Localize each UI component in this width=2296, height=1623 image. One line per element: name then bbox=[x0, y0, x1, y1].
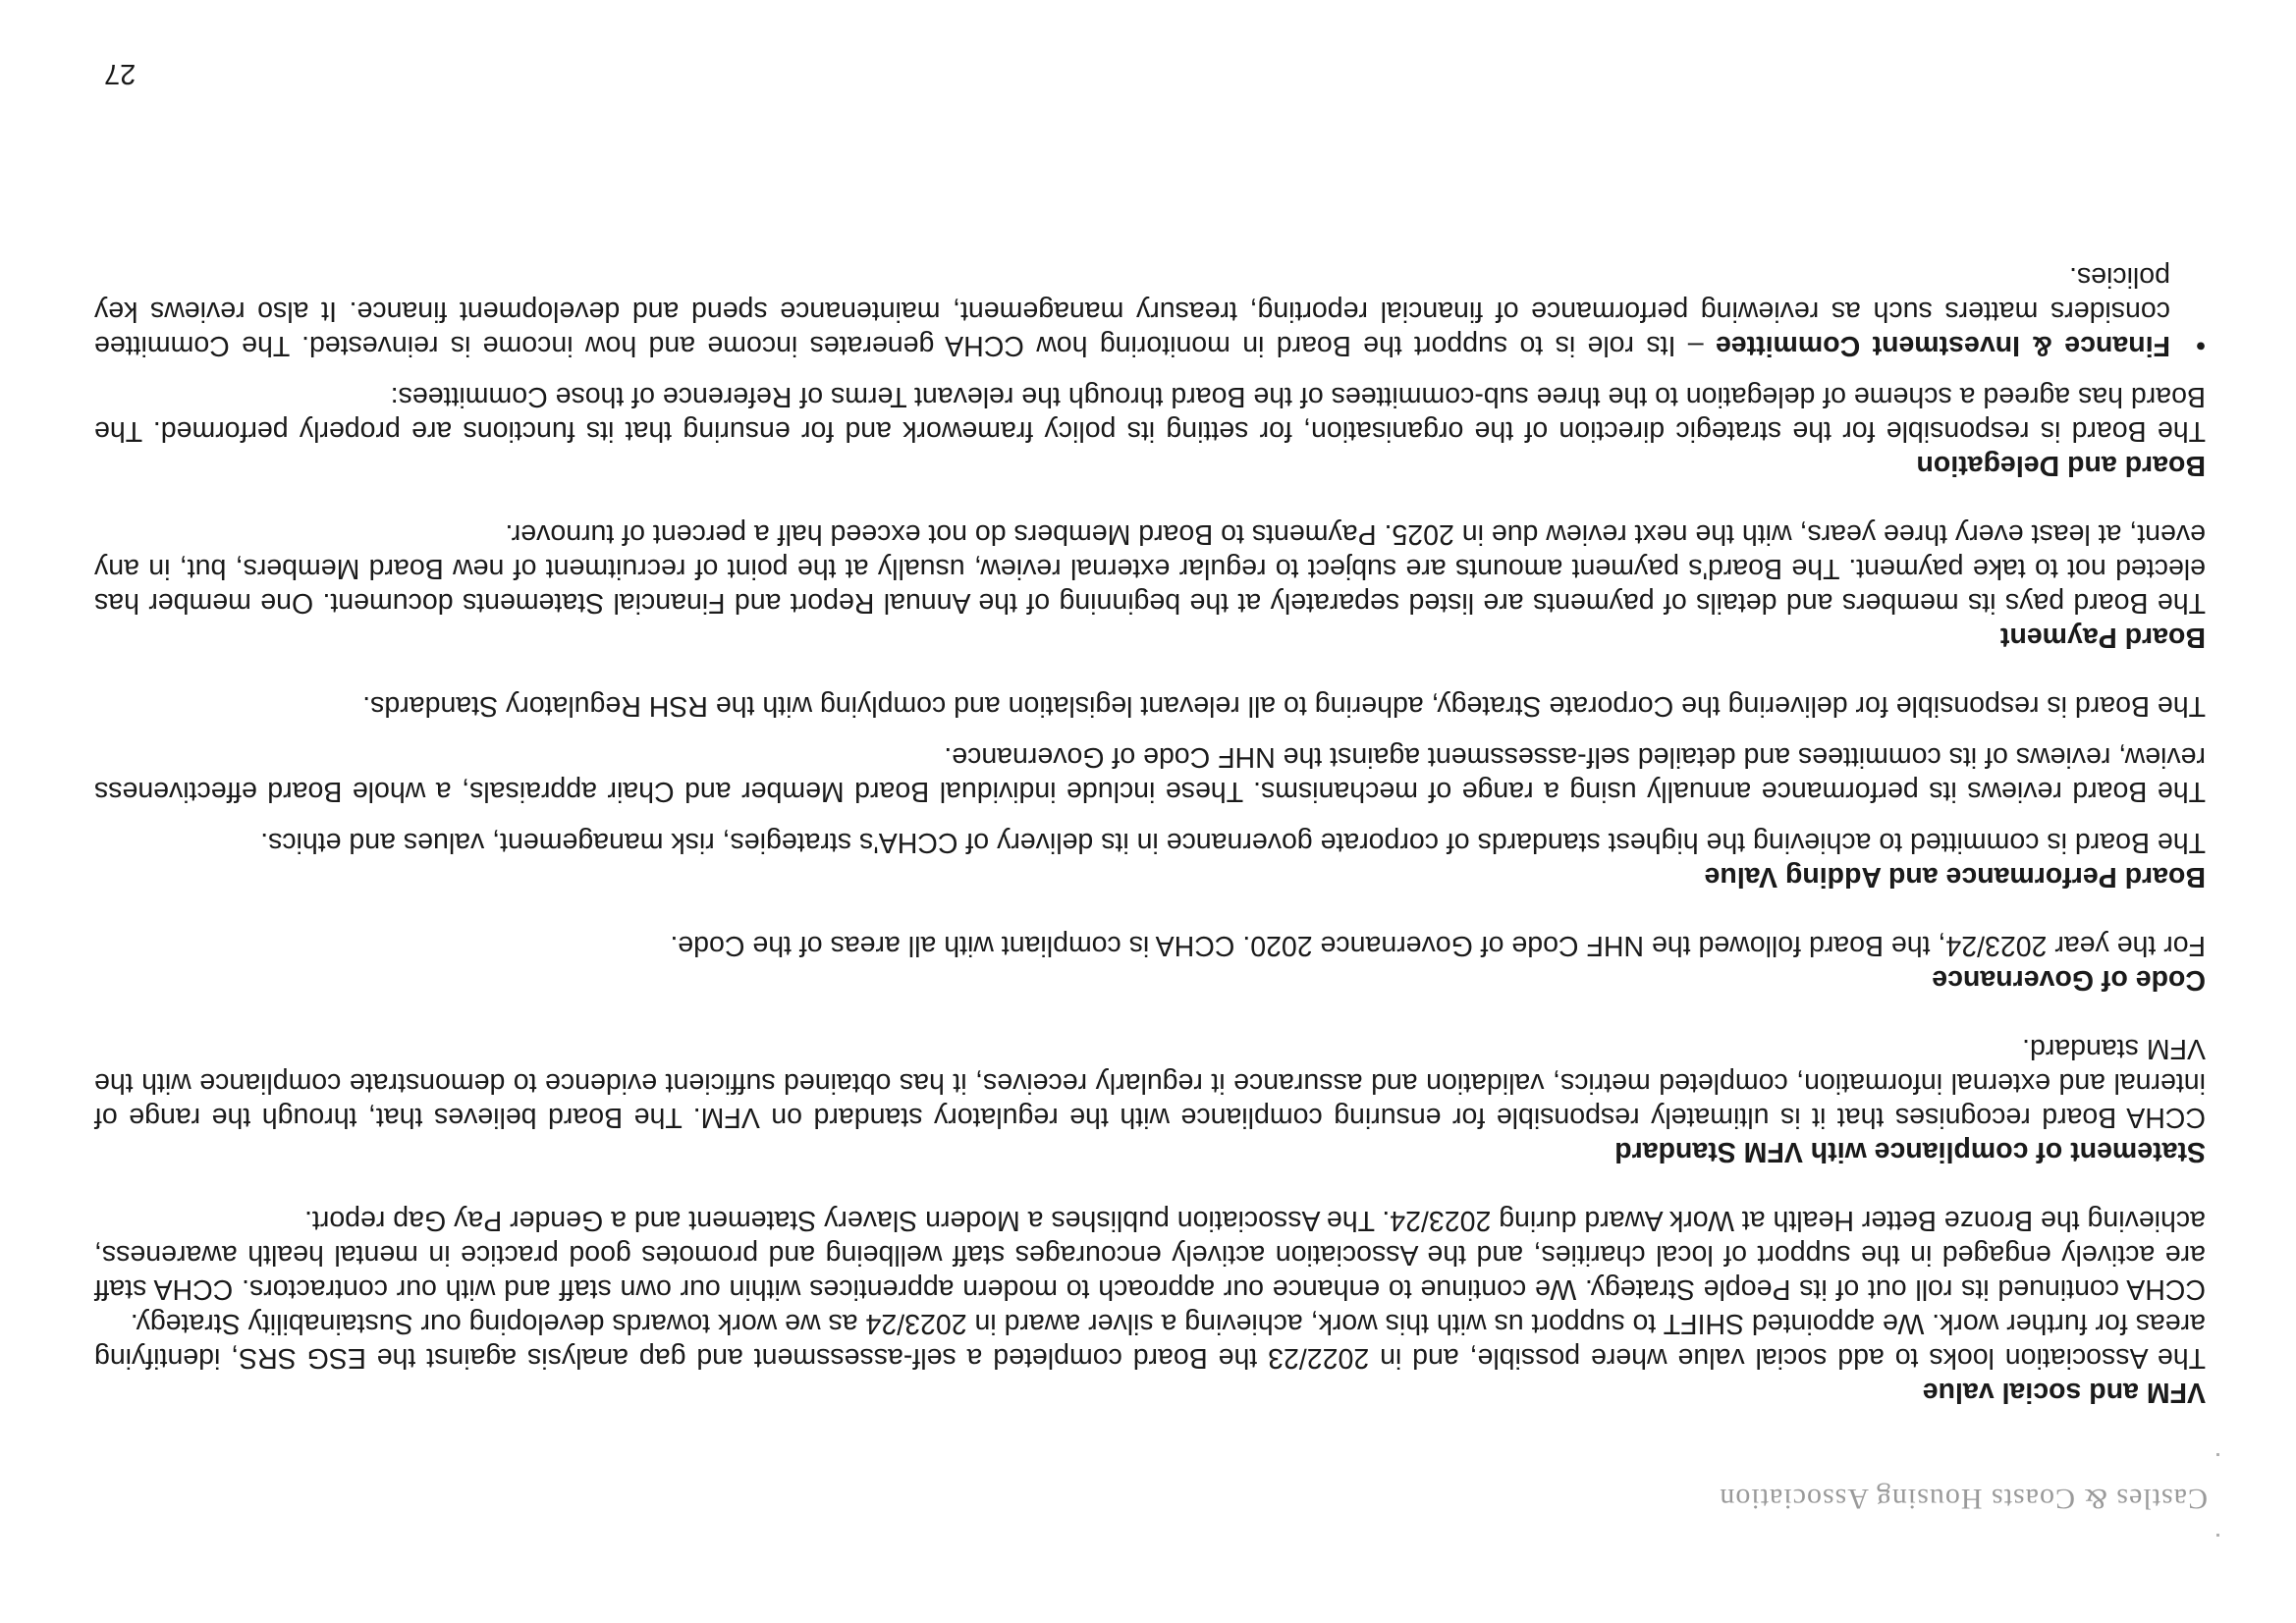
section-heading: Board and Delegation bbox=[1916, 450, 2206, 481]
paragraph: For the year 2023/24, the Board followed the NHF Code of Governance 2020. CCHA is compliant with all areas of the Code. bbox=[670, 930, 2206, 961]
committee-name: Finance & Investment Committee bbox=[1715, 330, 2170, 361]
paragraph: The Board is responsible for the strategic direction of the organisation, for setting its policy framework and for ensuring that its functions are properly performed. The Board has agreed a scheme of delegation to the three sub-committees of the Board through the relevant Terms of Reference of those Committees: bbox=[94, 381, 2206, 447]
paragraph: The Board is committed to achieving the highest standards of corporate governance in its delivery of CCHA's strategies, risk management, values and ethics. bbox=[260, 827, 2206, 858]
paragraph: CCHA continued its roll out of its People Strategy. We continue to enhance our approach to modern apprentices within our own staff and with our contractors. CCHA staff are actively engaged in the support of local charities, and the Association actively encourages staff wellbeing and promotes good practice in mental health awareness, achieving the Bronze Better Health at Work Award during 2023/24. The Association publishes a Modern Slavery Statement and a Gender Pay Gap report. bbox=[94, 1205, 2206, 1305]
paragraph: CCHA Board recognises that it is ultimately responsible for ensuring compliance with the regulatory standard on VFM. The Board believes that, through the range of internal and external information, completed metrics, validation and assurance it regularly receives, it has obtained sufficient evidence to demonstrate compliance with the VFM standard. bbox=[94, 1033, 2206, 1133]
document-body bbox=[94, 259, 2206, 1409]
section-heading: Board Payment bbox=[1999, 622, 2206, 653]
section-vfm-social-value bbox=[94, 1203, 2206, 1409]
section-board-performance bbox=[94, 688, 2206, 893]
list-item bbox=[94, 259, 2206, 362]
page-number: 27 bbox=[104, 58, 137, 89]
section-board-payment bbox=[94, 516, 2206, 654]
section-code-of-governance bbox=[94, 928, 2206, 997]
paragraph: The Association looks to add social value where possible, and in 2022/23 the Board completed a self-assessment and gap analysis against the ESG SRS, identifying areas for further work. We appointed SHIFT to support us with this work, achieving a silver award in 2023/24 as we work towards developing our Sustainability Strategy. bbox=[94, 1308, 2206, 1374]
paragraph: The Board reviews its performance annually using a range of mechanisms. These include individual Board Member and Chair appraisals, a whole Board effectiveness review, reviews of its committees and detailed self-assessment against the NHF Code of Governance. bbox=[94, 741, 2206, 807]
scan-mark bbox=[2216, 1453, 2219, 1456]
section-heading: Board Performance and Adding Value bbox=[1704, 861, 2206, 893]
paragraph: The Board pays its members and details of payments are listed separately at the beginning of the Annual Report and Financial Statements document. One member has elected not to take payment. The Board's payment amounts are subject to regular external review, usually at the point of recruitment of new Board Members, but, in any event, at least every three years, with the next review due in 2025. Payments to Board Members do not exceed half a percent of turnover. bbox=[94, 518, 2206, 619]
section-heading: Code of Governance bbox=[1932, 964, 2206, 996]
committee-list bbox=[94, 259, 2206, 362]
committee-description: – Its role is to support the Board in monitoring how CCHA generates income and how income is reinvested. The Committee considers matters such as reviewing performance of financial reporting, treasury management, maintenance spend and development finance. It also reviews key policies. bbox=[94, 261, 2170, 361]
section-vfm-compliance bbox=[94, 1031, 2206, 1168]
organisation-header: Castles & Coasts Housing Association bbox=[1719, 1483, 2208, 1515]
paragraph: The Board is responsible for delivering the Corporate Strategy, adhering to all relevant legislation and complying with the RSH Regulatory Standards. bbox=[362, 690, 2206, 722]
section-heading: VFM and social value bbox=[1922, 1377, 2206, 1408]
bullet-icon: • bbox=[2196, 330, 2206, 361]
section-board-delegation bbox=[94, 259, 2206, 482]
section-heading: Statement of compliance with VFM Standard bbox=[1614, 1136, 2206, 1167]
scan-mark bbox=[2216, 1534, 2219, 1537]
